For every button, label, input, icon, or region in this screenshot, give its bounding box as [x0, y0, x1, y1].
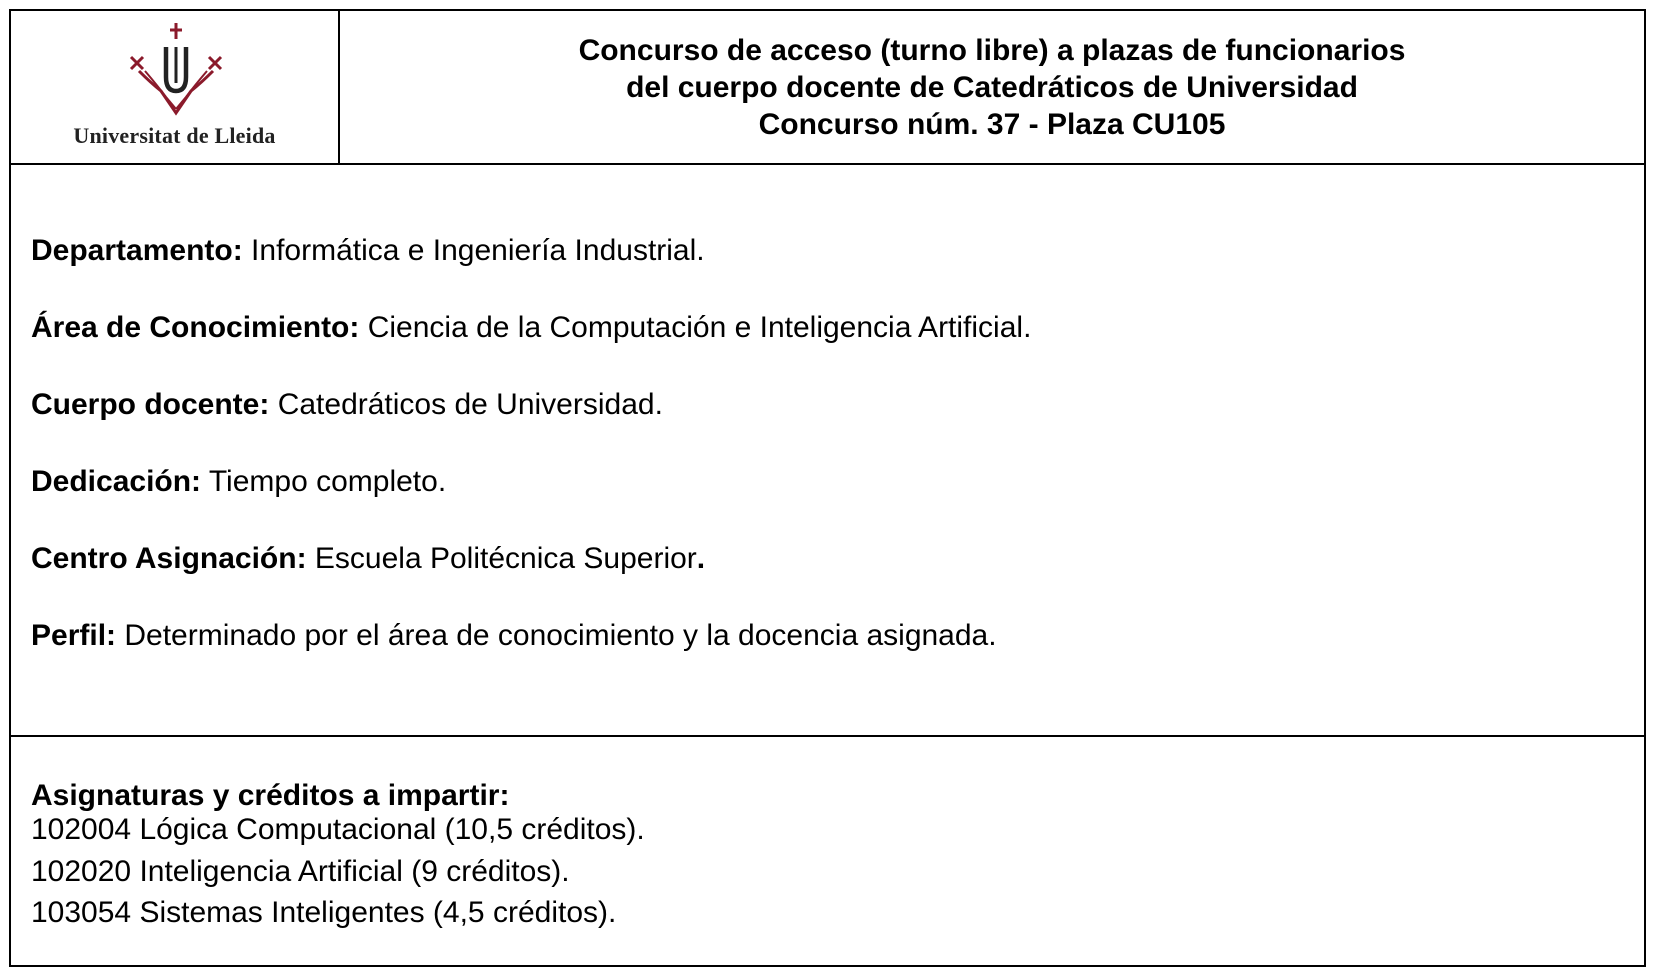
title-line: Concurso de acceso (turno libre) a plazas de funcionarios [578, 33, 1406, 67]
field-dedicacion [31, 464, 446, 500]
field-perfil [31, 618, 997, 654]
field-label: Dedicación: [31, 465, 202, 498]
subjects-heading: Asignaturas y créditos a impartir: [31, 779, 510, 812]
document-title [340, 11, 1644, 163]
field-departamento [31, 233, 705, 269]
document-frame [9, 9, 1646, 967]
subjects-section [11, 737, 1644, 965]
field-value: Catedráticos de Universidad. [277, 388, 663, 421]
title-line: Concurso núm. 37 - Plaza CU105 [758, 107, 1226, 141]
field-label: Cuerpo docente: [31, 388, 270, 421]
field-value: Informática e Ingeniería Industrial. [251, 234, 705, 267]
field-value: Tiempo completo. [208, 465, 447, 498]
position-details-section [11, 165, 1644, 737]
field-cuerpo [31, 387, 663, 423]
field-label: Perfil: [31, 619, 117, 652]
field-label: Departamento: [31, 234, 243, 267]
logo-cell [11, 11, 340, 163]
subject-item: 102004 Lógica Computacional (10,5 créditos). [31, 813, 645, 846]
field-value: Escuela Politécnica Superior [314, 542, 697, 575]
field-value: Ciencia de la Computación e Inteligencia Artificial. [367, 311, 1032, 344]
subject-item: 103054 Sistemas Inteligentes (4,5 créditos). [31, 896, 617, 929]
field-value: Determinado por el área de conocimiento y la docencia asignada. [124, 619, 997, 652]
document-header [11, 11, 1644, 165]
field-label: Área de Conocimiento: [31, 311, 360, 344]
university-logo-icon [121, 21, 231, 123]
field-label: Centro Asignación: [31, 542, 307, 575]
field-area [31, 310, 1031, 346]
field-centro [31, 541, 705, 577]
title-line: del cuerpo docente de Catedráticos de Universidad [626, 70, 1358, 104]
field-suffix: . [696, 542, 706, 575]
subject-item: 102020 Inteligencia Artificial (9 créditos). [31, 855, 570, 888]
logo-text: Universitat de Lleida [73, 123, 276, 148]
